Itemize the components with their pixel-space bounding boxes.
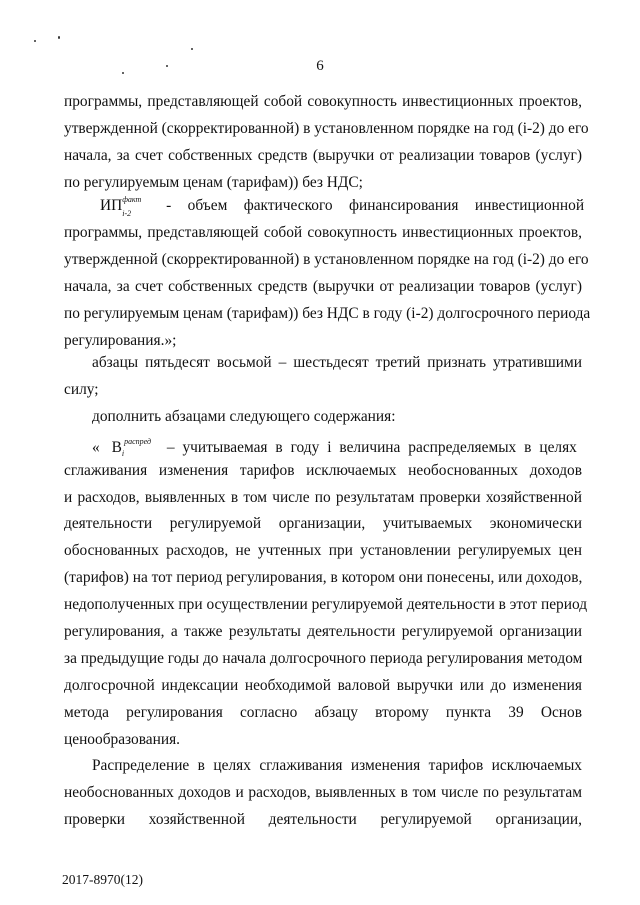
- scan-speck: [34, 40, 36, 42]
- text-line: сглаживания изменения тарифов исключаемых необоснованных доходов: [64, 462, 582, 479]
- formula-b-base: B: [111, 439, 122, 457]
- formula-b-sub: i: [121, 449, 125, 459]
- text-line: начала, за счет собственных средств (выручки от реализации товаров (услуг): [64, 278, 582, 295]
- text-line: деятельности регулируемой организации, учитываемых экономически: [64, 515, 582, 532]
- text-line: Распределение в целях сглаживания изменения тарифов исключаемых: [92, 757, 582, 774]
- text-line: по регулируемым ценам (тарифам)) без НДС в году (i-2) долгосрочного периода: [64, 305, 591, 322]
- text-line: силу;: [64, 381, 99, 398]
- text-line: по регулируемым ценам (тарифам)) без НДС;: [64, 174, 363, 191]
- text-line: обоснованных расходов, не учтенных при установлении регулируемых цен: [64, 542, 582, 559]
- text-line: за предыдущие годы до начала долгосрочного периода регулирования методом: [64, 650, 583, 667]
- text-line: утвержденной (скорректированной) в установленном порядке на год (i-2) до его: [64, 120, 589, 137]
- formula-b-open-quote: «: [92, 439, 100, 457]
- text-line: ценообразования.: [64, 731, 181, 748]
- scan-speck: [58, 36, 60, 39]
- scan-speck: [191, 48, 193, 50]
- page-number: 6: [316, 58, 324, 74]
- text-line: регулирования.»;: [64, 332, 177, 349]
- text-line: программы, представляющей собой совокупность инвестиционных проектов,: [64, 224, 582, 241]
- formula-line-ip: [100, 195, 585, 218]
- formula-b: [111, 437, 152, 459]
- text-line: абзацы пятьдесят восьмой – шестьдесят третий признать утратившими: [92, 354, 582, 371]
- formula-ip-sup: факт: [122, 195, 142, 204]
- text-line: утвержденной (скорректированной) в установленном порядке на год (i-2) до его: [64, 251, 589, 268]
- text-line: дополнить абзацами следующего содержания:: [92, 408, 396, 425]
- formula-ip-base: ИП: [100, 197, 123, 214]
- text-line: - объем фактического финансирования инвестиционной: [166, 197, 585, 214]
- text-line: долгосрочной индексации необходимой валовой выручки или до изменения: [64, 677, 582, 694]
- document-code: 2017-8970(12): [62, 872, 143, 887]
- formula-line-b: [92, 434, 582, 460]
- text-line: и расходов, выявленных в том числе по результатам проверки хозяйственной: [64, 489, 582, 506]
- text-line: проверки хозяйственной деятельности регулируемой организации,: [64, 811, 582, 828]
- text-line: регулирования, а также результаты деятельности регулируемой организации: [64, 623, 582, 640]
- text-line: программы, представляющей собой совокупность инвестиционных проектов,: [64, 93, 582, 110]
- formula-ip-sub: i-2: [122, 209, 132, 218]
- text-line: метода регулирования согласно абзацу второму пункта 39 Основ: [64, 704, 582, 721]
- text-line: начала, за счет собственных средств (выручки от реализации товаров (услуг): [64, 147, 582, 164]
- text-line: – учитываемая в году i величина распределяемых в целях: [166, 439, 577, 457]
- text-line: недополученных при осуществлении регулируемой деятельности в этот период: [64, 596, 588, 613]
- formula-b-sup: распред: [124, 437, 152, 446]
- text-line: необоснованных доходов и расходов, выявленных в том числе по результатам: [64, 784, 582, 801]
- formula-ip: [100, 195, 142, 218]
- text-line: (тарифов) на тот период регулирования, в котором они понесены, или доходов,: [64, 569, 583, 586]
